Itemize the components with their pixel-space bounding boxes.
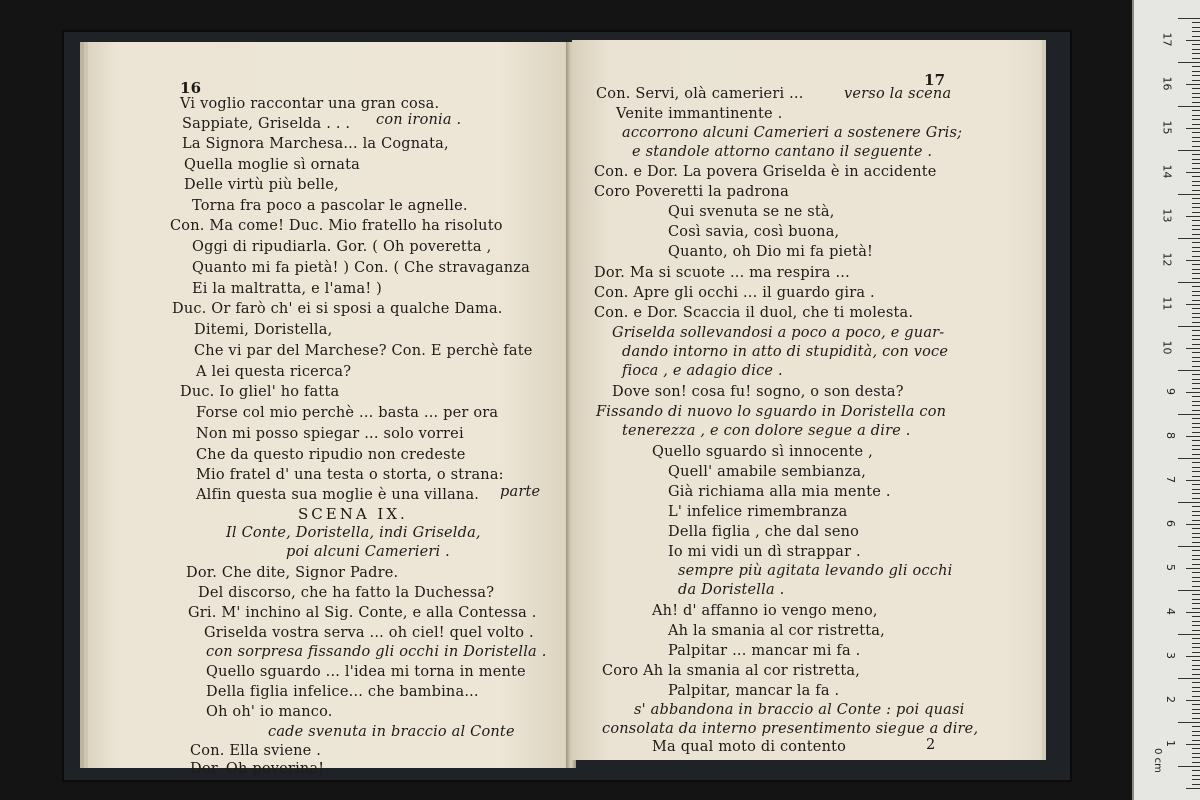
- ruler-tick: [1192, 608, 1200, 609]
- ruler-tick: [1192, 779, 1200, 780]
- signature-mark: 2: [926, 737, 936, 753]
- ruler-tick: [1192, 58, 1200, 59]
- ruler-number: 4: [1164, 608, 1177, 615]
- ruler-tick: [1192, 53, 1200, 54]
- ruler-tick: [1192, 313, 1200, 314]
- ruler-tick: [1192, 731, 1200, 732]
- text-line: Quanto mi fa pietà! ) Con. ( Che stravaganza: [192, 260, 530, 276]
- ruler-tick: [1192, 423, 1200, 424]
- ruler-tick: [1178, 238, 1200, 239]
- ruler-tick: [1192, 242, 1200, 243]
- text-line: A lei questa ricerca?: [196, 364, 352, 380]
- ruler-tick: [1192, 44, 1200, 45]
- ruler-tick: [1178, 282, 1200, 283]
- ruler-tick: [1192, 489, 1200, 490]
- ruler-tick: [1178, 194, 1200, 195]
- ruler-tick: [1192, 440, 1200, 441]
- ruler-tick: [1192, 762, 1200, 763]
- text-line: Mio fratel d' una testa o storta, o strana:: [196, 467, 504, 483]
- ruler-tick: [1192, 740, 1200, 741]
- text-line: Quell' amabile sembianza,: [668, 464, 867, 480]
- ruler-number: 10: [1160, 340, 1174, 355]
- ruler-tick: [1192, 572, 1200, 573]
- ruler-tick: [1178, 546, 1200, 547]
- ruler-tick: [1178, 62, 1200, 63]
- ruler-tick: [1192, 366, 1200, 367]
- ruler-tick: [1192, 660, 1200, 661]
- ruler-tick: [1178, 370, 1200, 371]
- ruler-number: 13: [1160, 208, 1174, 223]
- ruler-tick: [1192, 537, 1200, 538]
- ruler-tick: [1192, 168, 1200, 169]
- stage-direction: verso la scena: [844, 86, 952, 102]
- ruler-number: 15: [1160, 120, 1174, 135]
- ruler-tick: [1192, 146, 1200, 147]
- text-line: Con. e Dor. La povera Griselda è in accidente: [594, 164, 937, 180]
- ruler-tick: [1186, 392, 1200, 393]
- text-line: Ditemi, Doristella,: [194, 322, 333, 338]
- ruler-tick: [1178, 458, 1200, 459]
- ruler-tick: [1192, 278, 1200, 279]
- text-line: Con. Servi, olà camerieri ...: [596, 86, 804, 102]
- ruler-tick: [1192, 93, 1200, 94]
- ruler-tick: [1192, 124, 1200, 125]
- ruler-tick: [1192, 616, 1200, 617]
- ruler-tick: [1192, 247, 1200, 248]
- ruler-number: 14: [1160, 164, 1174, 179]
- ruler-tick: [1192, 594, 1200, 595]
- text-line: Dor. Che dite, Signor Padre.: [186, 565, 399, 581]
- text-line: Quello sguardo ... l'idea mi torna in mente: [206, 664, 526, 680]
- ruler-tick: [1192, 454, 1200, 455]
- ruler-tick: [1192, 471, 1200, 472]
- ruler-tick: [1192, 352, 1200, 353]
- ruler-tick: [1178, 18, 1200, 19]
- ruler-tick: [1192, 212, 1200, 213]
- ruler-tick: [1192, 498, 1200, 499]
- ruler-tick: [1186, 436, 1200, 437]
- ruler-tick: [1192, 27, 1200, 28]
- text-line: Forse col mio perchè ... basta ... per ora: [196, 405, 499, 421]
- ruler-tick: [1192, 484, 1200, 485]
- ruler-tick: [1192, 643, 1200, 644]
- stage-direction: con sorpresa fissando gli occhi in Doristella .: [206, 644, 547, 660]
- ruler-tick: [1192, 119, 1200, 120]
- ruler-tick: [1186, 656, 1200, 657]
- ruler-tick: [1192, 515, 1200, 516]
- ruler-tick: [1192, 599, 1200, 600]
- ruler-tick: [1192, 163, 1200, 164]
- ruler-tick: [1192, 269, 1200, 270]
- ruler-tick: [1178, 150, 1200, 151]
- ruler-tick: [1192, 647, 1200, 648]
- text-line: Coro Poveretti la padrona: [594, 184, 789, 200]
- ruler-tick: [1192, 770, 1200, 771]
- ruler-number: 16: [1160, 76, 1174, 91]
- text-line: Così savia, così buona,: [668, 224, 840, 240]
- ruler-tick: [1186, 304, 1200, 305]
- text-line: Ei la maltratta, e l'ama! ): [192, 281, 383, 297]
- ruler-tick: [1192, 550, 1200, 551]
- stage-direction: s' abbandona in braccio al Conte : poi quasi: [634, 702, 965, 718]
- ruler-tick: [1178, 634, 1200, 635]
- stage-direction: cade svenuta in braccio al Conte: [268, 724, 515, 740]
- ruler-tick: [1192, 445, 1200, 446]
- ruler-number: 12: [1160, 252, 1174, 267]
- ruler-tick: [1192, 159, 1200, 160]
- ruler-tick: [1186, 480, 1200, 481]
- ruler-tick: [1192, 102, 1200, 103]
- ruler-tick: [1192, 735, 1200, 736]
- ruler-tick: [1192, 559, 1200, 560]
- ruler-tick: [1186, 40, 1200, 41]
- ruler-tick: [1192, 687, 1200, 688]
- ruler-tick: [1178, 766, 1200, 767]
- text-line: Palpitar, mancar la fa .: [668, 683, 840, 699]
- text-line: Palpitar ... mancar mi fa .: [668, 643, 861, 659]
- ruler-tick: [1192, 198, 1200, 199]
- ruler-tick: [1192, 71, 1200, 72]
- ruler-tick: [1192, 427, 1200, 428]
- ruler-tick: [1192, 713, 1200, 714]
- ruler-tick: [1192, 75, 1200, 76]
- text-line: Duc. Or farò ch' ei si sposi a qualche Dama.: [172, 301, 503, 317]
- stage-direction: consolata da interno presentimento siegue a dire,: [602, 721, 979, 737]
- text-line: Non mi posso spiegar ... solo vorrei: [196, 426, 464, 442]
- ruler-tick: [1192, 652, 1200, 653]
- ruler-tick: [1192, 401, 1200, 402]
- ruler-tick: [1192, 361, 1200, 362]
- ruler-tick: [1178, 106, 1200, 107]
- text-line: Con. Apre gli occhi ... il guardo gira .: [594, 285, 875, 301]
- ruler-tick: [1192, 638, 1200, 639]
- text-line: Alfin questa sua moglie è una villana.: [196, 487, 480, 503]
- ruler-tick: [1192, 726, 1200, 727]
- ruler-tick: [1192, 753, 1200, 754]
- text-line: Della figlia infelice... che bambina...: [206, 684, 479, 700]
- text-line: Duc. Io gliel' ho fatta: [180, 384, 340, 400]
- ruler-unit-label: 0 cm: [1152, 748, 1164, 773]
- ruler-tick: [1192, 665, 1200, 666]
- page-number: 16: [180, 79, 202, 97]
- ruler-tick: [1192, 379, 1200, 380]
- ruler-tick: [1186, 260, 1200, 261]
- text-line: Qui svenuta se ne stà,: [668, 204, 835, 220]
- ruler-tick: [1192, 207, 1200, 208]
- text-line: Griselda vostra serva ... oh ciel! quel volto .: [204, 625, 534, 641]
- stage-direction: con ironia .: [376, 112, 462, 128]
- text-line: Con. e Dor. Scaccia il duol, che ti molesta.: [594, 305, 914, 321]
- ruler-tick: [1192, 467, 1200, 468]
- text-line: Oh oh' io manco.: [206, 704, 333, 720]
- ruler-tick: [1192, 449, 1200, 450]
- ruler-tick: [1192, 190, 1200, 191]
- stage-direction: dando intorno in atto di stupidità, con voce: [622, 344, 949, 360]
- ruler-tick: [1192, 181, 1200, 182]
- ruler-tick: [1186, 612, 1200, 613]
- text-line: Io mi vidi un dì strappar .: [668, 544, 861, 560]
- ruler-tick: [1192, 291, 1200, 292]
- ruler-tick: [1186, 788, 1200, 789]
- ruler-number: 9: [1164, 388, 1177, 395]
- text-line: Quella moglie sì ornata: [184, 157, 360, 173]
- stage-direction: accorrono alcuni Camerieri a sostenere Gris;: [622, 125, 963, 141]
- text-line: Vi voglio raccontar una gran cosa.: [180, 96, 440, 112]
- ruler-tick: [1186, 128, 1200, 129]
- text-line: Che vi par del Marchese? Con. E perchè fate: [194, 343, 533, 359]
- ruler-tick: [1192, 264, 1200, 265]
- text-line: Delle virtù più belle,: [184, 177, 339, 193]
- ruler-tick: [1192, 410, 1200, 411]
- text-line: Ma qual moto di contento: [652, 739, 847, 755]
- ruler-tick: [1192, 308, 1200, 309]
- ruler-tick: [1192, 784, 1200, 785]
- stage-direction: e standole attorno cantano il seguente .: [632, 144, 933, 160]
- ruler-tick: [1192, 36, 1200, 37]
- ruler-tick: [1192, 621, 1200, 622]
- text-line: Che da questo ripudio non credeste: [196, 447, 466, 463]
- ruler-tick: [1192, 388, 1200, 389]
- ruler-tick: [1192, 775, 1200, 776]
- text-line: Ah! d' affanno io vengo meno,: [652, 603, 878, 619]
- ruler-number: 7: [1164, 476, 1177, 483]
- ruler-number: 2: [1164, 696, 1177, 703]
- ruler-tick: [1192, 256, 1200, 257]
- ruler-tick: [1192, 286, 1200, 287]
- ruler-tick: [1192, 132, 1200, 133]
- ruler-tick: [1192, 586, 1200, 587]
- ruler-tick: [1192, 344, 1200, 345]
- ruler-tick: [1192, 674, 1200, 675]
- ruler-tick: [1192, 335, 1200, 336]
- stage-direction: Fissando di nuovo lo sguardo in Doristella con: [596, 404, 947, 420]
- text-line: Dor. Ma si scuote ... ma respira ...: [594, 265, 850, 281]
- text-line: Della figlia , che dal seno: [668, 524, 860, 540]
- ruler-tick: [1192, 462, 1200, 463]
- ruler-tick: [1192, 396, 1200, 397]
- ruler-tick: [1192, 31, 1200, 32]
- ruler-tick: [1192, 603, 1200, 604]
- text-line: Quello sguardo sì innocente ,: [652, 444, 873, 460]
- ruler-number: 11: [1160, 296, 1174, 311]
- ruler-tick: [1192, 251, 1200, 252]
- ruler-tick: [1192, 704, 1200, 705]
- ruler-tick: [1192, 97, 1200, 98]
- ruler-tick: [1192, 757, 1200, 758]
- ruler-tick: [1192, 709, 1200, 710]
- ruler-tick: [1178, 590, 1200, 591]
- text-line: Dove son! cosa fu! sogno, o son desta?: [612, 384, 904, 400]
- stage-direction: Griselda sollevandosi a poco a poco, e guar-: [612, 325, 945, 341]
- ruler-tick: [1178, 414, 1200, 415]
- ruler-tick: [1192, 748, 1200, 749]
- text-line: L' infelice rimembranza: [668, 504, 848, 520]
- ruler-tick: [1192, 141, 1200, 142]
- ruler-tick: [1192, 418, 1200, 419]
- ruler-number: 17: [1160, 32, 1174, 47]
- ruler-tick: [1192, 234, 1200, 235]
- text-line: Con. Ella sviene .: [190, 743, 322, 759]
- stage-direction: Il Conte, Doristella, indi Griselda,: [226, 525, 481, 541]
- text-line: Coro Ah la smania al cor ristretta,: [602, 663, 861, 679]
- stage-direction: parte: [500, 484, 541, 500]
- ruler-tick: [1192, 564, 1200, 565]
- text-line: Con. Ma come! Duc. Mio fratello ha risoluto: [170, 218, 503, 234]
- ruler-tick: [1192, 696, 1200, 697]
- stage-direction: da Doristella .: [678, 582, 785, 598]
- ruler-tick: [1192, 115, 1200, 116]
- stage-direction: poi alcuni Camerieri .: [286, 544, 450, 560]
- ruler-tick: [1192, 520, 1200, 521]
- text-line: Ah la smania al cor ristretta,: [668, 623, 885, 639]
- scene-heading: SCENA IX.: [298, 505, 408, 523]
- ruler-tick: [1186, 216, 1200, 217]
- text-line: La Signora Marchesa... la Cognata,: [182, 136, 449, 152]
- page-number: 17: [924, 71, 946, 89]
- ruler-number: 5: [1164, 564, 1177, 571]
- ruler-tick: [1192, 669, 1200, 670]
- ruler-tick: [1178, 326, 1200, 327]
- ruler-tick: [1178, 678, 1200, 679]
- ruler-tick: [1186, 348, 1200, 349]
- ruler-tick: [1178, 502, 1200, 503]
- ruler-tick: [1192, 273, 1200, 274]
- ruler-tick: [1186, 700, 1200, 701]
- ruler-number: 6: [1164, 520, 1177, 527]
- ruler-tick: [1192, 185, 1200, 186]
- ruler-tick: [1192, 317, 1200, 318]
- ruler-tick: [1192, 432, 1200, 433]
- ruler-tick: [1192, 630, 1200, 631]
- ruler-tick: [1192, 88, 1200, 89]
- ruler-number: 1: [1164, 740, 1177, 747]
- ruler-tick: [1192, 339, 1200, 340]
- ruler-tick: [1186, 172, 1200, 173]
- right-page: [572, 40, 1042, 760]
- ruler-tick: [1192, 66, 1200, 67]
- ruler-tick: [1192, 691, 1200, 692]
- ruler-tick: [1192, 220, 1200, 221]
- ruler-tick: [1192, 49, 1200, 50]
- text-line: Dor. Oh poverina!: [190, 761, 325, 777]
- ruler-number: 3: [1164, 652, 1177, 659]
- ruler-tick: [1186, 84, 1200, 85]
- ruler-tick: [1192, 718, 1200, 719]
- ruler-tick: [1186, 744, 1200, 745]
- stage-direction: fioca , e adagio dice .: [622, 363, 783, 379]
- ruler-tick: [1192, 80, 1200, 81]
- ruler-tick: [1192, 493, 1200, 494]
- ruler-number: 8: [1164, 432, 1177, 439]
- text-line: Oggi di ripudiarla. Gor. ( Oh poveretta ,: [192, 239, 492, 255]
- ruler-tick: [1186, 568, 1200, 569]
- ruler-tick: [1192, 533, 1200, 534]
- ruler-tick: [1192, 225, 1200, 226]
- ruler-tick: [1192, 295, 1200, 296]
- ruler-tick: [1192, 22, 1200, 23]
- text-line: Del discorso, che ha fatto la Duchessa?: [198, 585, 495, 601]
- ruler-tick: [1192, 682, 1200, 683]
- ruler-tick: [1192, 577, 1200, 578]
- stage-direction: tenerezza , e con dolore segue a dire .: [622, 423, 911, 439]
- ruler-tick: [1192, 110, 1200, 111]
- ruler-tick: [1192, 203, 1200, 204]
- ruler-tick: [1192, 555, 1200, 556]
- ruler-tick: [1178, 722, 1200, 723]
- text-line: Quanto, oh Dio mi fa pietà!: [668, 244, 874, 260]
- ruler-tick: [1192, 229, 1200, 230]
- stage-direction: sempre più agitata levando gli occhi: [678, 563, 953, 579]
- ruler-tick: [1192, 176, 1200, 177]
- ruler-tick: [1192, 511, 1200, 512]
- text-line: Venite immantinente .: [616, 106, 783, 122]
- ruler-tick: [1186, 524, 1200, 525]
- text-line: Gri. M' inchino al Sig. Conte, e alla Contessa .: [188, 605, 537, 621]
- ruler-tick: [1192, 374, 1200, 375]
- text-line: Già richiama alla mia mente .: [668, 484, 891, 500]
- ruler-tick: [1192, 322, 1200, 323]
- text-line: Torna fra poco a pascolar le agnelle.: [192, 198, 468, 214]
- measuring-ruler: [1132, 0, 1200, 800]
- ruler-tick: [1192, 154, 1200, 155]
- ruler-tick: [1192, 506, 1200, 507]
- ruler-tick: [1192, 383, 1200, 384]
- ruler-tick: [1192, 542, 1200, 543]
- ruler-tick: [1192, 357, 1200, 358]
- ruler-tick: [1192, 476, 1200, 477]
- ruler-tick: [1192, 300, 1200, 301]
- ruler-tick: [1192, 581, 1200, 582]
- ruler-tick: [1192, 625, 1200, 626]
- ruler-tick: [1192, 405, 1200, 406]
- text-line: Sappiate, Griselda . . .: [182, 116, 351, 132]
- left-page: [88, 42, 570, 777]
- ruler-tick: [1192, 528, 1200, 529]
- ruler-tick: [1192, 137, 1200, 138]
- ruler-tick: [1192, 330, 1200, 331]
